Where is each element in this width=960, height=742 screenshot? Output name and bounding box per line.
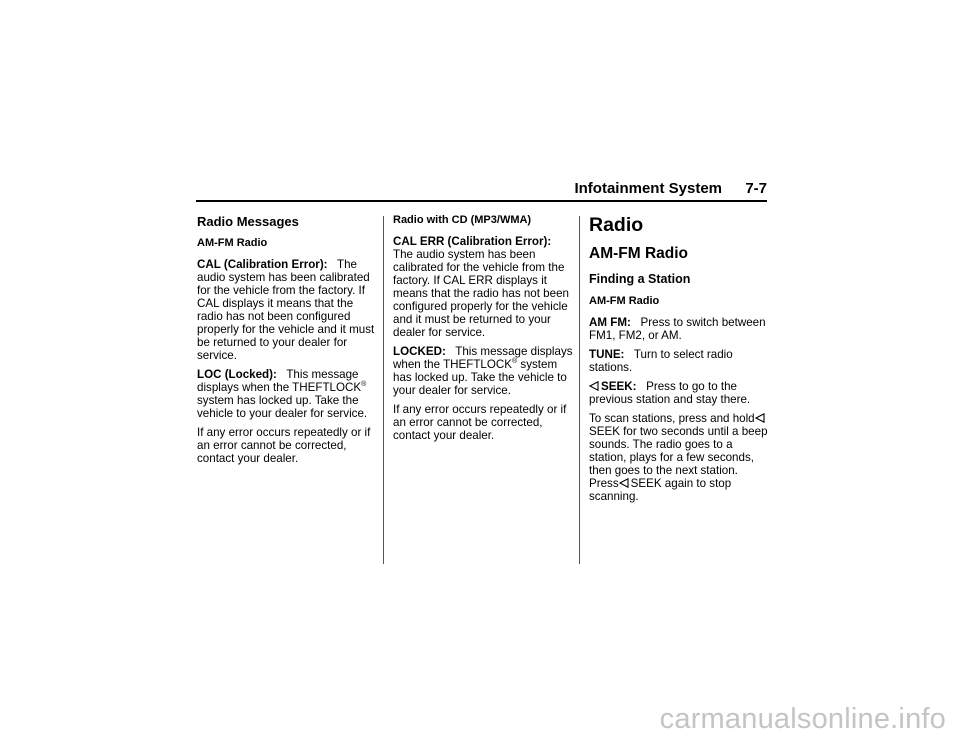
radio-messages-heading: Radio Messages bbox=[197, 214, 299, 229]
seek-back-icon bbox=[619, 478, 629, 488]
registered-mark: ® bbox=[361, 381, 367, 389]
seek-text: Press to go to the previous station and stay there. bbox=[589, 380, 751, 406]
locked-term: LOCKED: bbox=[393, 345, 446, 358]
radio-heading: Radio bbox=[589, 214, 644, 236]
column-radio-messages bbox=[197, 212, 377, 471]
page-header bbox=[196, 178, 767, 202]
am-fm-paragraph bbox=[589, 316, 769, 342]
cal-err-term: CAL ERR (Calibration Error): bbox=[393, 235, 552, 248]
scan-text-end: SEEK again to stop scanning. bbox=[589, 477, 732, 503]
tune-term: TUNE: bbox=[589, 348, 625, 361]
cal-err-paragraph bbox=[393, 235, 573, 339]
loc-text-cont: system has locked up. Take the vehicle to your dealer for service. bbox=[197, 394, 368, 420]
column-radio-cd bbox=[393, 212, 573, 448]
am-fm-text: Press to switch between FM1, FM2, or AM. bbox=[589, 316, 766, 342]
section-title: Infotainment System bbox=[574, 180, 722, 197]
am-fm-radio-heading: AM-FM Radio bbox=[589, 245, 689, 262]
locked-text-cont: system has locked up. Take the vehicle to your dealer for service. bbox=[393, 358, 567, 397]
am-fm-radio-subheading: AM-FM Radio bbox=[197, 237, 268, 249]
scan-paragraph bbox=[589, 412, 769, 503]
locked-text: This message displays when the THEFTLOCK bbox=[393, 345, 573, 371]
error-paragraph: If any error occurs repeatedly or if an error cannot be corrected, contact your dealer. bbox=[197, 426, 371, 465]
am-fm-term: AM FM: bbox=[589, 316, 631, 329]
seek-back-icon bbox=[755, 413, 765, 423]
loc-text: This message displays when the THEFTLOCK bbox=[197, 368, 362, 394]
tune-paragraph bbox=[589, 348, 769, 374]
scan-text: To scan stations, press and hold bbox=[589, 412, 755, 425]
cal-text: The audio system has been calibrated for the vehicle from the factory. If CAL displays it means that the radio has not been configured properly for the vehicle and it must be returned to your dealer for service. bbox=[197, 258, 375, 362]
seek-term: SEEK: bbox=[601, 380, 637, 393]
watermark: carmanualsonline.info bbox=[659, 703, 946, 735]
radio-cd-subheading: Radio with CD (MP3/WMA) bbox=[393, 214, 532, 226]
column-radio bbox=[589, 212, 769, 509]
cal-term: CAL (Calibration Error): bbox=[197, 258, 328, 271]
finding-station-heading: Finding a Station bbox=[589, 272, 691, 286]
loc-term: LOC (Locked): bbox=[197, 368, 277, 381]
scan-text-cont: SEEK for two seconds until a beep sounds. The radio goes to a station, plays for a few seconds, then goes to the next station. Press bbox=[589, 425, 768, 490]
locked-paragraph bbox=[393, 345, 573, 397]
registered-mark: ® bbox=[512, 358, 518, 366]
tune-text: Turn to select radio stations. bbox=[589, 348, 733, 374]
cal-paragraph bbox=[197, 258, 377, 362]
seek-paragraph bbox=[589, 380, 769, 406]
column-divider bbox=[383, 216, 384, 564]
cal-err-text: The audio system has been calibrated for the vehicle from the factory. If CAL ERR displays it means that the radio has not been configured properly for the vehicle and it must be returned to your dealer for service. bbox=[393, 248, 569, 339]
am-fm-radio-label: AM-FM Radio bbox=[589, 295, 660, 307]
page-number: 7-7 bbox=[745, 180, 767, 197]
loc-paragraph bbox=[197, 368, 377, 420]
seek-back-icon bbox=[589, 381, 599, 391]
error-paragraph: If any error occurs repeatedly or if an error cannot be corrected, contact your dealer. bbox=[393, 403, 567, 442]
column-divider bbox=[579, 216, 580, 564]
